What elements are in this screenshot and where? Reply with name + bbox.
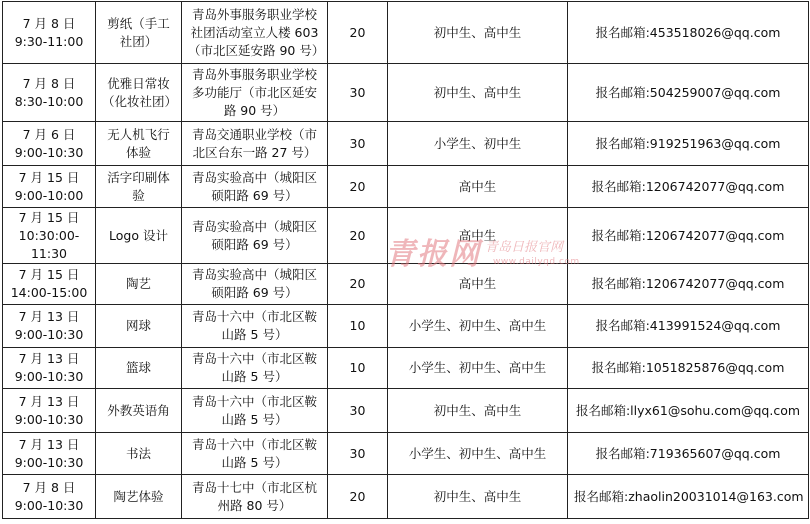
email-cell xyxy=(568,208,809,264)
email-label: 报名邮箱: xyxy=(591,276,646,291)
target-audience: 高中生 xyxy=(388,166,568,208)
email-cell xyxy=(568,122,809,166)
date-time-cell xyxy=(3,433,96,475)
email-label: 报名邮箱: xyxy=(595,318,650,333)
target-audience: 小学生、初中生 xyxy=(388,122,568,166)
email-address[interactable]: 919251963@qq.com xyxy=(649,135,781,151)
activity-date: 7 月 15 日 xyxy=(18,169,80,185)
capacity: 30 xyxy=(328,389,388,433)
date-time-cell xyxy=(3,348,96,389)
date-time-cell xyxy=(3,64,96,122)
activity-name: 书法 xyxy=(96,433,182,475)
watermark-subtitle: 青岛日报官网 xyxy=(485,240,564,255)
activity-date: 7 月 8 日 xyxy=(22,15,76,31)
venue-address: 青岛实验高中（城阳区硕阳路 69 号） xyxy=(182,208,328,264)
email-label: 报名邮箱: xyxy=(595,84,650,100)
capacity: 20 xyxy=(328,166,388,208)
table-row xyxy=(3,166,809,208)
email-label: 报名邮箱: xyxy=(574,488,629,504)
activity-date: 7 月 13 日 xyxy=(18,436,80,452)
capacity: 20 xyxy=(328,208,388,264)
target-audience: 小学生、初中生、高中生 xyxy=(388,433,568,475)
email-address[interactable]: 1051825876@qq.com xyxy=(645,360,785,375)
email-cell xyxy=(568,348,809,389)
email-address[interactable]: 504259007@qq.com xyxy=(649,84,781,100)
watermark-logo-text: 青报网 xyxy=(385,237,481,272)
activity-name: 活字印刷体验 xyxy=(96,166,182,208)
venue-address: 青岛外事服务职业学校社团活动室立人楼 603（市北区延安路 90 号） xyxy=(182,2,328,64)
activity-name: 优雅日常妆（化妆社团） xyxy=(96,64,182,122)
target-audience: 初中生、高中生 xyxy=(388,64,568,122)
capacity: 30 xyxy=(328,122,388,166)
activity-time: 9:00-10:00 xyxy=(14,187,84,203)
capacity: 20 xyxy=(328,264,388,305)
email-address[interactable]: 1206742077@qq.com xyxy=(645,227,785,243)
email-address[interactable]: 1206742077@qq.com xyxy=(645,276,785,291)
date-time-cell xyxy=(3,2,96,64)
email-cell xyxy=(568,389,809,433)
table-row xyxy=(3,348,809,389)
target-audience: 高中生 xyxy=(388,208,568,264)
date-time-cell xyxy=(3,122,96,166)
table-row xyxy=(3,433,809,475)
email-address[interactable]: 453518026@qq.com xyxy=(649,24,781,40)
table-row xyxy=(3,2,809,64)
date-time-cell xyxy=(3,389,96,433)
venue-address: 青岛十六中（市北区鞍山路 5 号） xyxy=(182,433,328,475)
email-label: 报名邮箱: xyxy=(591,360,646,375)
email-cell xyxy=(568,475,809,519)
activity-name: 剪纸（手工社团） xyxy=(96,2,182,64)
table-row xyxy=(3,475,809,519)
activity-time: 9:00-10:30 xyxy=(14,144,84,160)
capacity: 10 xyxy=(328,305,388,348)
venue-address: 青岛十六中（市北区鞍山路 5 号） xyxy=(182,389,328,433)
venue-address: 青岛十六中（市北区鞍山路 5 号） xyxy=(182,348,328,389)
activity-date: 7 月 6 日 xyxy=(22,126,76,142)
email-cell xyxy=(568,433,809,475)
capacity: 30 xyxy=(328,433,388,475)
activity-name: 无人机飞行体验 xyxy=(96,122,182,166)
activity-date: 7 月 8 日 xyxy=(22,75,76,91)
capacity: 10 xyxy=(328,348,388,389)
venue-address: 青岛交通职业学校（市北区台东一路 27 号） xyxy=(182,122,328,166)
activity-name: 陶艺 xyxy=(96,264,182,305)
table-row xyxy=(3,64,809,122)
activity-name: Logo 设计 xyxy=(96,208,182,264)
watermark-url: www.dailyqd.com xyxy=(493,257,580,267)
table-row xyxy=(3,122,809,166)
email-cell xyxy=(568,305,809,348)
email-address[interactable]: 1206742077@qq.com xyxy=(645,178,785,194)
date-time-cell xyxy=(3,305,96,348)
capacity: 30 xyxy=(328,64,388,122)
activity-time: 9:00-10:30 xyxy=(14,454,84,470)
activity-date: 7 月 13 日 xyxy=(18,309,80,324)
venue-address: 青岛外事服务职业学校多功能厅（市北区延安路 90 号） xyxy=(182,64,328,122)
email-cell xyxy=(568,64,809,122)
target-audience: 高中生 xyxy=(388,264,568,305)
target-audience: 小学生、初中生、高中生 xyxy=(388,348,568,389)
activity-date: 7 月 13 日 xyxy=(18,393,80,409)
email-label: 报名邮箱: xyxy=(591,227,646,243)
target-audience: 初中生、高中生 xyxy=(388,2,568,64)
activity-name: 外教英语角 xyxy=(96,389,182,433)
email-label: 报名邮箱: xyxy=(591,178,646,194)
venue-address: 青岛十七中（市北区杭州路 80 号） xyxy=(182,475,328,519)
activity-time: 9:00-10:30 xyxy=(14,497,84,513)
activity-time: 14:00-15:00 xyxy=(10,285,88,300)
email-address[interactable]: 413991524@qq.com xyxy=(649,318,781,333)
activity-name: 网球 xyxy=(96,305,182,348)
venue-address: 青岛实验高中（城阳区硕阳路 69 号） xyxy=(182,264,328,305)
email-label: 报名邮箱: xyxy=(575,402,631,418)
activity-schedule-table xyxy=(2,1,809,519)
email-cell xyxy=(568,264,809,305)
activity-time: 9:00-10:30 xyxy=(14,327,84,342)
table-row xyxy=(3,264,809,305)
activity-time: 10:30:00-11:30 xyxy=(18,227,80,261)
target-audience: 初中生、高中生 xyxy=(388,389,568,433)
email-cell xyxy=(568,166,809,208)
date-time-cell xyxy=(3,264,96,305)
activity-date: 7 月 13 日 xyxy=(18,351,80,366)
target-audience: 初中生、高中生 xyxy=(388,475,568,519)
venue-address: 青岛十六中（市北区鞍山路 5 号） xyxy=(182,305,328,348)
email-address[interactable]: zhaolin20031014@163.com xyxy=(628,488,804,504)
venue-address: 青岛实验高中（城阳区硕阳路 69 号） xyxy=(182,166,328,208)
activity-name: 陶艺体验 xyxy=(96,475,182,519)
activity-time: 9:00-10:30 xyxy=(14,411,84,427)
capacity: 20 xyxy=(328,475,388,519)
date-time-cell xyxy=(3,208,96,264)
table-row xyxy=(3,208,809,264)
target-audience: 小学生、初中生、高中生 xyxy=(388,305,568,348)
email-label: 报名邮箱: xyxy=(595,24,650,40)
activity-time: 9:30-11:00 xyxy=(14,33,84,49)
email-address[interactable]: 719365607@qq.com xyxy=(649,445,781,461)
table-row xyxy=(3,305,809,348)
date-time-cell xyxy=(3,475,96,519)
table-row xyxy=(3,389,809,433)
email-label: 报名邮箱: xyxy=(595,445,650,461)
capacity: 20 xyxy=(328,2,388,64)
activity-date: 7 月 15 日 xyxy=(18,209,80,225)
activity-time: 9:00-10:30 xyxy=(14,369,84,384)
activity-name: 篮球 xyxy=(96,348,182,389)
email-address[interactable]: llyx61@sohu.com@qq.com xyxy=(630,402,801,418)
activity-time: 8:30-10:00 xyxy=(14,93,84,109)
email-cell xyxy=(568,2,809,64)
date-time-cell xyxy=(3,166,96,208)
activity-date: 7 月 8 日 xyxy=(22,479,76,495)
email-label: 报名邮箱: xyxy=(595,135,650,151)
activity-date: 7 月 15 日 xyxy=(18,267,80,282)
